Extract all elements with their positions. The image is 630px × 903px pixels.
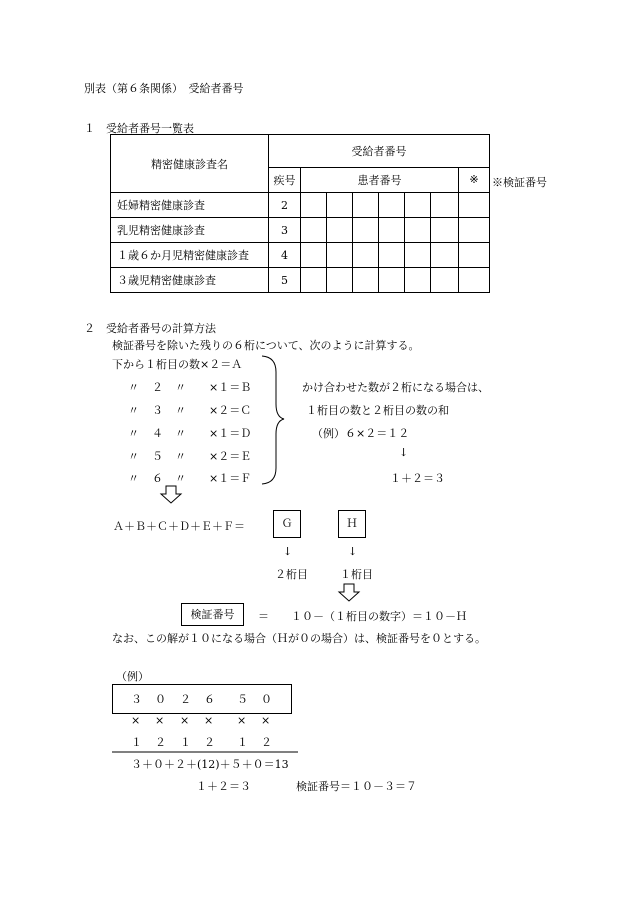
section2-intro: 検証番号を除いた残りの６桁について、次のように計算する。 [112, 339, 420, 352]
section1-title: １ 受給者番号一覧表 [84, 122, 194, 135]
disease-header: 疾号 [269, 167, 301, 192]
box-h: Ｈ [338, 510, 366, 538]
row-name: 妊婦精密健康診査 [111, 193, 269, 218]
row-name: １歳６か月児精密健康診査 [111, 243, 269, 268]
check-header: ※ [459, 167, 490, 192]
example-sum-line: ３＋０＋２＋(12)＋５＋０＝13 [131, 758, 289, 771]
hollow-down-arrow-1 [161, 486, 181, 503]
box-g: Ｇ [273, 510, 301, 538]
section2-title: ２ 受給者番号の計算方法 [84, 322, 216, 335]
patient-header: 患者番号 [301, 167, 459, 192]
col-name-header: 精密健康診査名 [111, 135, 269, 193]
label-h: １桁目 [340, 568, 373, 581]
label-g: ２桁目 [275, 568, 308, 581]
example-calc-left: １＋２＝３ [196, 780, 251, 793]
note-line-1: かけ合わせた数が２桁になる場合は、 [302, 381, 489, 394]
row-name: ３歳児精密健康診査 [111, 268, 269, 293]
row-code: 5 [269, 268, 301, 293]
arrow-h: ↓ [348, 545, 358, 558]
note-line-2: １桁目の数と２桁目の数の和 [306, 404, 449, 417]
step-1: 下から１桁目の数×２＝Ａ [112, 358, 243, 371]
note-arrow: ↓ [399, 446, 409, 459]
note-line-3: （例）６×２＝１２ [312, 427, 410, 440]
sum-formula: Ａ＋Ｂ＋Ｃ＋Ｄ＋Ｅ＋Ｆ＝ [113, 520, 245, 533]
row-name: 乳児精密健康診査 [111, 218, 269, 243]
arrow-g: ↓ [283, 545, 293, 558]
example-label: （例） [116, 670, 149, 683]
check-formula: ＝ １０－（１桁目の数字）＝１０－Ｈ [258, 610, 467, 623]
row-code: 3 [269, 218, 301, 243]
recipient-header: 受給者番号 [269, 135, 490, 168]
page-heading: 別表（第６条関係） 受給者番号 [84, 82, 244, 95]
row-code: 4 [269, 243, 301, 268]
check-number-box: 検証番号 [181, 603, 244, 626]
example-calc-right: 検証番号＝１０－３＝７ [296, 780, 417, 793]
remark: なお、この解が１０になる場合（Ｈが０の場合）は、検証番号を０とする。 [112, 632, 486, 645]
check-side-note: ※検証番号 [492, 176, 547, 189]
note-line-5: １＋２＝３ [390, 472, 445, 485]
row-code: 2 [269, 193, 301, 218]
hollow-down-arrow-2 [339, 584, 359, 601]
right-brace [262, 356, 284, 484]
